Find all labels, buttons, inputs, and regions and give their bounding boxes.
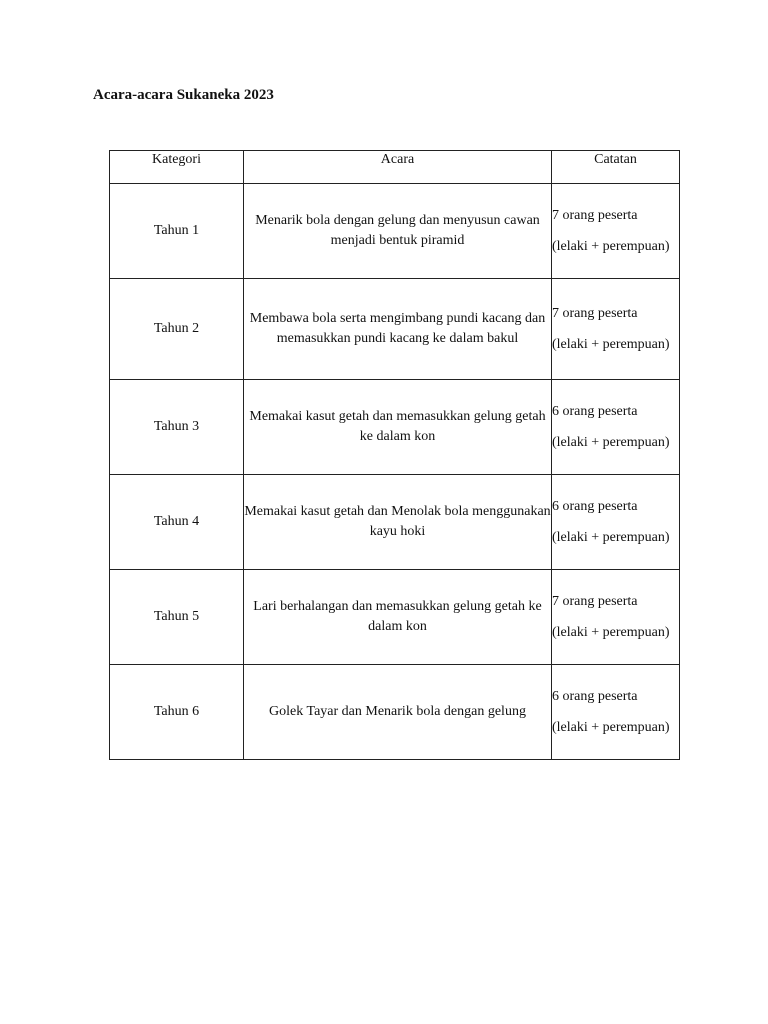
- table-row: [110, 380, 680, 475]
- table-row: [110, 279, 680, 380]
- acara-cell: Menarik bola dengan gelung dan menyusun cawan menjadi bentuk piramid: [244, 184, 552, 279]
- kategori-cell: Tahun 4: [110, 475, 244, 570]
- kategori-cell: Tahun 3: [110, 380, 244, 475]
- kategori-cell: Tahun 5: [110, 570, 244, 665]
- peserta-gender: (lelaki + perempuan): [552, 336, 670, 352]
- peserta-count: 7 orang peserta: [552, 593, 638, 609]
- kategori-cell: Tahun 1: [110, 184, 244, 279]
- table-row: [110, 665, 680, 760]
- document-title: Acara-acara Sukaneka 2023: [93, 87, 274, 103]
- header-acara: Acara: [244, 151, 552, 184]
- kategori-cell: Tahun 6: [110, 665, 244, 760]
- catatan-cell: [552, 570, 680, 665]
- peserta-gender: (lelaki + perempuan): [552, 529, 670, 545]
- peserta-count: 6 orang peserta: [552, 403, 638, 419]
- header-kategori: Kategori: [110, 151, 244, 184]
- acara-cell: Membawa bola serta mengimbang pundi kacang dan memasukkan pundi kacang ke dalam bakul: [244, 279, 552, 380]
- header-catatan: Catatan: [552, 151, 680, 184]
- events-table: [109, 150, 680, 760]
- catatan-cell: [552, 475, 680, 570]
- table-row: [110, 184, 680, 279]
- peserta-gender: (lelaki + perempuan): [552, 624, 670, 640]
- kategori-cell: Tahun 2: [110, 279, 244, 380]
- table-row: [110, 570, 680, 665]
- acara-cell: Memakai kasut getah dan Menolak bola menggunakan kayu hoki: [244, 475, 552, 570]
- catatan-cell: [552, 665, 680, 760]
- peserta-gender: (lelaki + perempuan): [552, 434, 670, 450]
- catatan-cell: [552, 184, 680, 279]
- peserta-gender: (lelaki + perempuan): [552, 238, 670, 254]
- acara-cell: Golek Tayar dan Menarik bola dengan gelung: [244, 665, 552, 760]
- catatan-cell: [552, 380, 680, 475]
- table-row: [110, 475, 680, 570]
- peserta-count: 7 orang peserta: [552, 207, 638, 223]
- acara-cell: Lari berhalangan dan memasukkan gelung getah ke dalam kon: [244, 570, 552, 665]
- peserta-count: 6 orang peserta: [552, 498, 638, 514]
- table-header-row: [110, 151, 680, 184]
- peserta-gender: (lelaki + perempuan): [552, 719, 670, 735]
- acara-cell: Memakai kasut getah dan memasukkan gelung getah ke dalam kon: [244, 380, 552, 475]
- catatan-cell: [552, 279, 680, 380]
- peserta-count: 7 orang peserta: [552, 305, 638, 321]
- peserta-count: 6 orang peserta: [552, 688, 638, 704]
